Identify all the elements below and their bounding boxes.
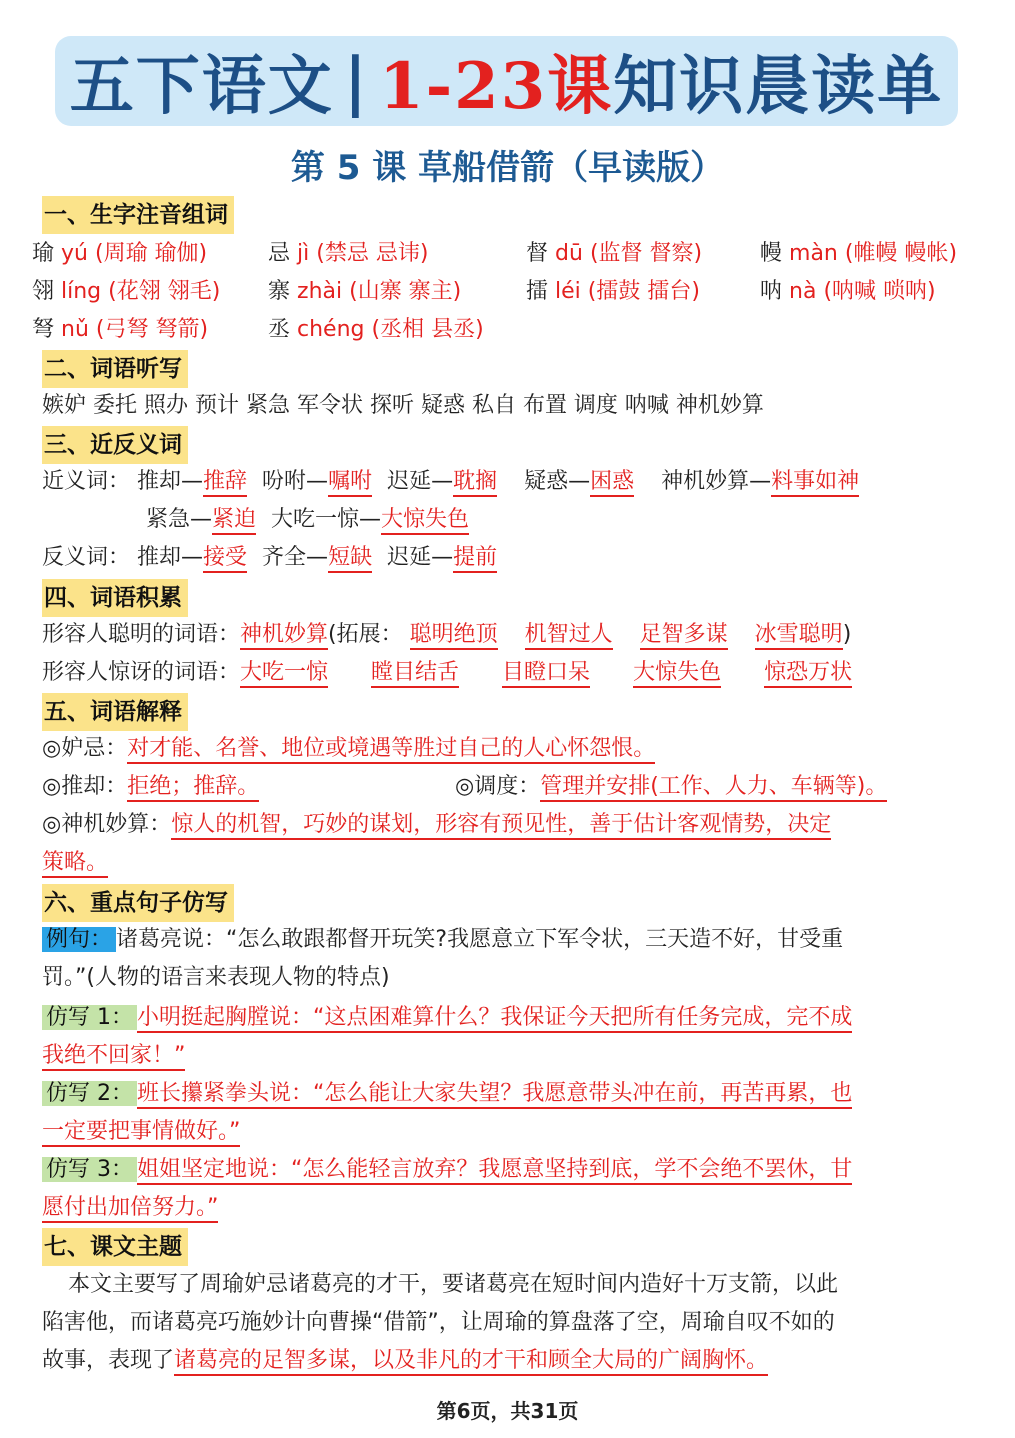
example-tag: 例句： xyxy=(42,927,116,952)
example-sentence: 例句： 诸葛亮说：“怎么敢跟都督开玩笑?我愿意立下军令状，三天造不好，甘受重 xyxy=(42,923,843,957)
banner-separator: | xyxy=(343,43,370,119)
char-entry: 丞 chéng (丞相 县丞) xyxy=(268,317,484,342)
imitation-3-cont: 愿付出加倍努力。” xyxy=(42,1191,218,1225)
imitation-tag: 仿写 2： xyxy=(42,1081,137,1106)
smart-words-row: 形容人聪明的词语：神机妙算(拓展： 聪明绝顶 机智过人 足智多谋 冰雪聪明) xyxy=(42,618,851,652)
imitation-3: 仿写 3： 姐姐坚定地说：“怎么能轻言放弃？我愿意坚持到底，学不会绝不罢休，甘 xyxy=(42,1153,852,1187)
synonym-row-1: 近义词： 推却—推辞 吩咐—嘱咐 迟延—耽搁 疑惑—困惑 神机妙算—料事如神 xyxy=(42,465,859,499)
banner-lesson-range: 1-23课 xyxy=(379,49,614,124)
char-entry: 幔 màn (帷幔 幔帐) xyxy=(760,241,958,266)
theme-line-2: 陷害他，而诸葛亮巧施妙计向曹操“借箭”，让周瑜的算盘落了空，周瑜自叹不如的 xyxy=(42,1310,835,1335)
definition-masterplan-cont: 策略。 xyxy=(42,846,108,880)
section-heading-characters: 一、生字注音组词 xyxy=(42,196,234,234)
banner-title-part1: 五下语文 xyxy=(69,49,334,124)
char-entry: 翎 líng (花翎 翎毛) xyxy=(32,279,221,304)
definition-dispatch: ◎调度：管理并安排(工作、人力、车辆等)。 xyxy=(455,770,887,804)
imitation-2: 仿写 2： 班长攥紧拳头说：“怎么能让大家失望？我愿意带头冲在前，再苦再累，也 xyxy=(42,1077,852,1111)
char-entry: 瑜 yú (周瑜 瑜伽) xyxy=(32,241,208,266)
char-entry: 弩 nǔ (弓弩 弩箭) xyxy=(32,317,209,342)
char-entry: 呐 nà (呐喊 唢呐) xyxy=(760,279,936,304)
char-entry: 督 dū (监督 督察) xyxy=(526,241,703,266)
theme-line-3: 故事，表现了诸葛亮的足智多谋，以及非凡的才干和顾全大局的广阔胸怀。 xyxy=(42,1344,768,1378)
imitation-1-cont: 我绝不回家！” xyxy=(42,1039,185,1073)
synonym-label: 近义词： xyxy=(42,469,131,494)
imitation-2-cont: 一定要把事情做好。” xyxy=(42,1115,240,1149)
banner-title-part3: 知识晨读单 xyxy=(613,49,944,124)
section-heading-synonyms-antonyms: 三、近反义词 xyxy=(42,426,188,464)
section-heading-theme: 七、课文主题 xyxy=(42,1228,188,1266)
definition-decline: ◎推却：拒绝；推辞。 xyxy=(42,770,259,804)
antonym-label: 反义词： xyxy=(42,545,131,570)
definition-masterplan: ◎神机妙算：惊人的机智，巧妙的谋划，形容有预见性，善于估计客观情势，决定 xyxy=(42,808,831,842)
page-footer: 第6页，共31页 xyxy=(436,1399,579,1423)
antonym-row: 反义词： 推却—接受 齐全—短缺 迟延—提前 xyxy=(42,541,497,575)
imitation-tag: 仿写 3： xyxy=(42,1157,137,1182)
char-entry: 擂 léi (擂鼓 擂台) xyxy=(526,279,700,304)
dictation-words: 嫉妒 委托 照办 预计 紧急 军令状 探听 疑惑 私自 布置 调度 呐喊 神机妙算 xyxy=(42,393,764,418)
example-sentence-cont: 罚。”(人物的语言来表现人物的特点) xyxy=(42,965,390,990)
lesson-subtitle: 第 5 课 草船借箭（早读版） xyxy=(290,148,725,188)
section-heading-dictation: 二、词语听写 xyxy=(42,350,188,388)
section-heading-definitions: 五、词语解释 xyxy=(42,693,188,731)
imitation-tag: 仿写 1： xyxy=(42,1005,137,1030)
char-entry: 寨 zhài (山寨 寨主) xyxy=(268,279,462,304)
definition-jealous: ◎妒忌：对才能、名誉、地位或境遇等胜过自己的人心怀怨恨。 xyxy=(42,732,655,766)
char-entry: 忌 jì (禁忌 忌讳) xyxy=(268,241,429,266)
title-banner xyxy=(55,36,958,126)
section-heading-accumulation: 四、词语积累 xyxy=(42,579,188,617)
surprise-words-row: 形容人惊讶的词语：大吃一惊 瞠目结舌 目瞪口呆 大惊失色 惊恐万状 xyxy=(42,656,852,690)
section-heading-imitation: 六、重点句子仿写 xyxy=(42,884,234,922)
imitation-1: 仿写 1： 小明挺起胸膛说：“这点困难算什么？我保证今天把所有任务完成，完不成 xyxy=(42,1001,852,1035)
theme-line-1: 本文主要写了周瑜妒忌诸葛亮的才干，要诸葛亮在短时间内造好十万支箭，以此 xyxy=(68,1272,839,1297)
synonym-row-2: 紧急—紧迫 大吃一惊—大惊失色 xyxy=(146,503,469,537)
